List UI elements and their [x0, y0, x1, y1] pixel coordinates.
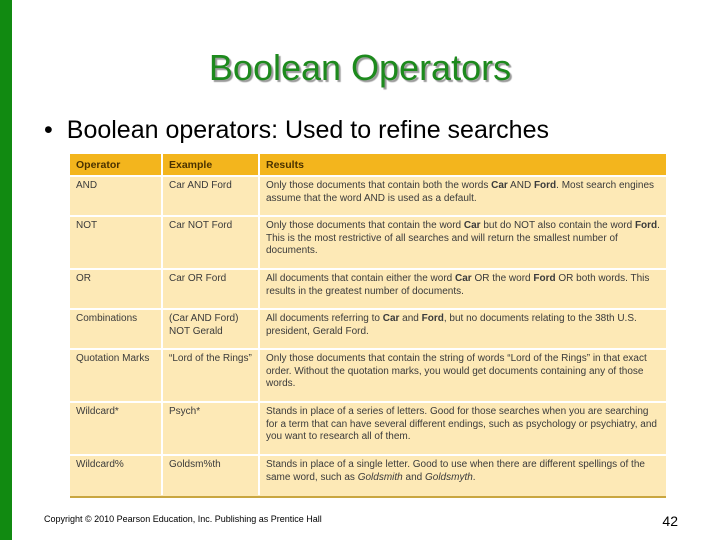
results-cell: Only those documents that contain both the words Car AND Ford. Most search engines assume that the word AND is used as a default. — [259, 176, 666, 216]
table-row — [70, 349, 666, 402]
example-cell: Psych* — [162, 402, 259, 455]
table-body — [70, 176, 666, 495]
example-cell: Goldsm%th — [162, 455, 259, 495]
operator-cell: AND — [70, 176, 162, 216]
operator-cell: Combinations — [70, 309, 162, 349]
slide-title: Boolean Operators — [208, 47, 512, 88]
table-row — [70, 402, 666, 455]
table-row — [70, 176, 666, 216]
operator-cell: Quotation Marks — [70, 349, 162, 402]
page-number: 42 — [662, 513, 678, 529]
operator-cell: Wildcard* — [70, 402, 162, 455]
operator-cell: NOT — [70, 216, 162, 269]
header-example: Example — [162, 154, 259, 176]
example-cell: Car NOT Ford — [162, 216, 259, 269]
bullet-text: Boolean operators: Used to refine searches — [66, 116, 549, 144]
results-cell: Only those documents that contain the string of words “Lord of the Rings” in that exact order. Without the quotation marks, you would get documents containing any of those words. — [259, 349, 666, 402]
table-header-row — [70, 154, 666, 176]
operator-cell: Wildcard% — [70, 455, 162, 495]
results-cell: Stands in place of a series of letters. Good for those searches when you are searching for a term that can have several different endings, such as psychology or psychiatry, and you want to research all of them. — [259, 402, 666, 455]
table-row — [70, 309, 666, 349]
example-cell: Car AND Ford — [162, 176, 259, 216]
results-cell: All documents referring to Car and Ford, but no documents relating to the 38th U.S. president, Gerald Ford. — [259, 309, 666, 349]
header-operator: Operator — [70, 154, 162, 176]
header-results: Results — [259, 154, 666, 176]
example-cell: “Lord of the Rings” — [162, 349, 259, 402]
results-cell: Stands in place of a single letter. Good to use when there are different spellings of the same word, such as Goldsmith and Goldsmyth. — [259, 455, 666, 495]
boolean-operators-table-panel — [70, 154, 666, 498]
bullet-icon: • — [44, 116, 53, 144]
copyright-footer: Copyright © 2010 Pearson Education, Inc. Publishing as Prentice Hall — [44, 514, 322, 524]
example-cell: (Car AND Ford) NOT Gerald — [162, 309, 259, 349]
operator-cell: OR — [70, 269, 162, 309]
results-cell: All documents that contain either the word Car OR the word Ford OR both words. This results in the greatest number of documents. — [259, 269, 666, 309]
results-cell: Only those documents that contain the word Car but do NOT also contain the word Ford. This is the most restrictive of all searches and will return the smallest number of documents. — [259, 216, 666, 269]
table-row — [70, 455, 666, 495]
boolean-operators-table — [70, 154, 666, 495]
table-row — [70, 216, 666, 269]
table-row — [70, 269, 666, 309]
bullet-point — [44, 112, 549, 148]
example-cell: Car OR Ford — [162, 269, 259, 309]
